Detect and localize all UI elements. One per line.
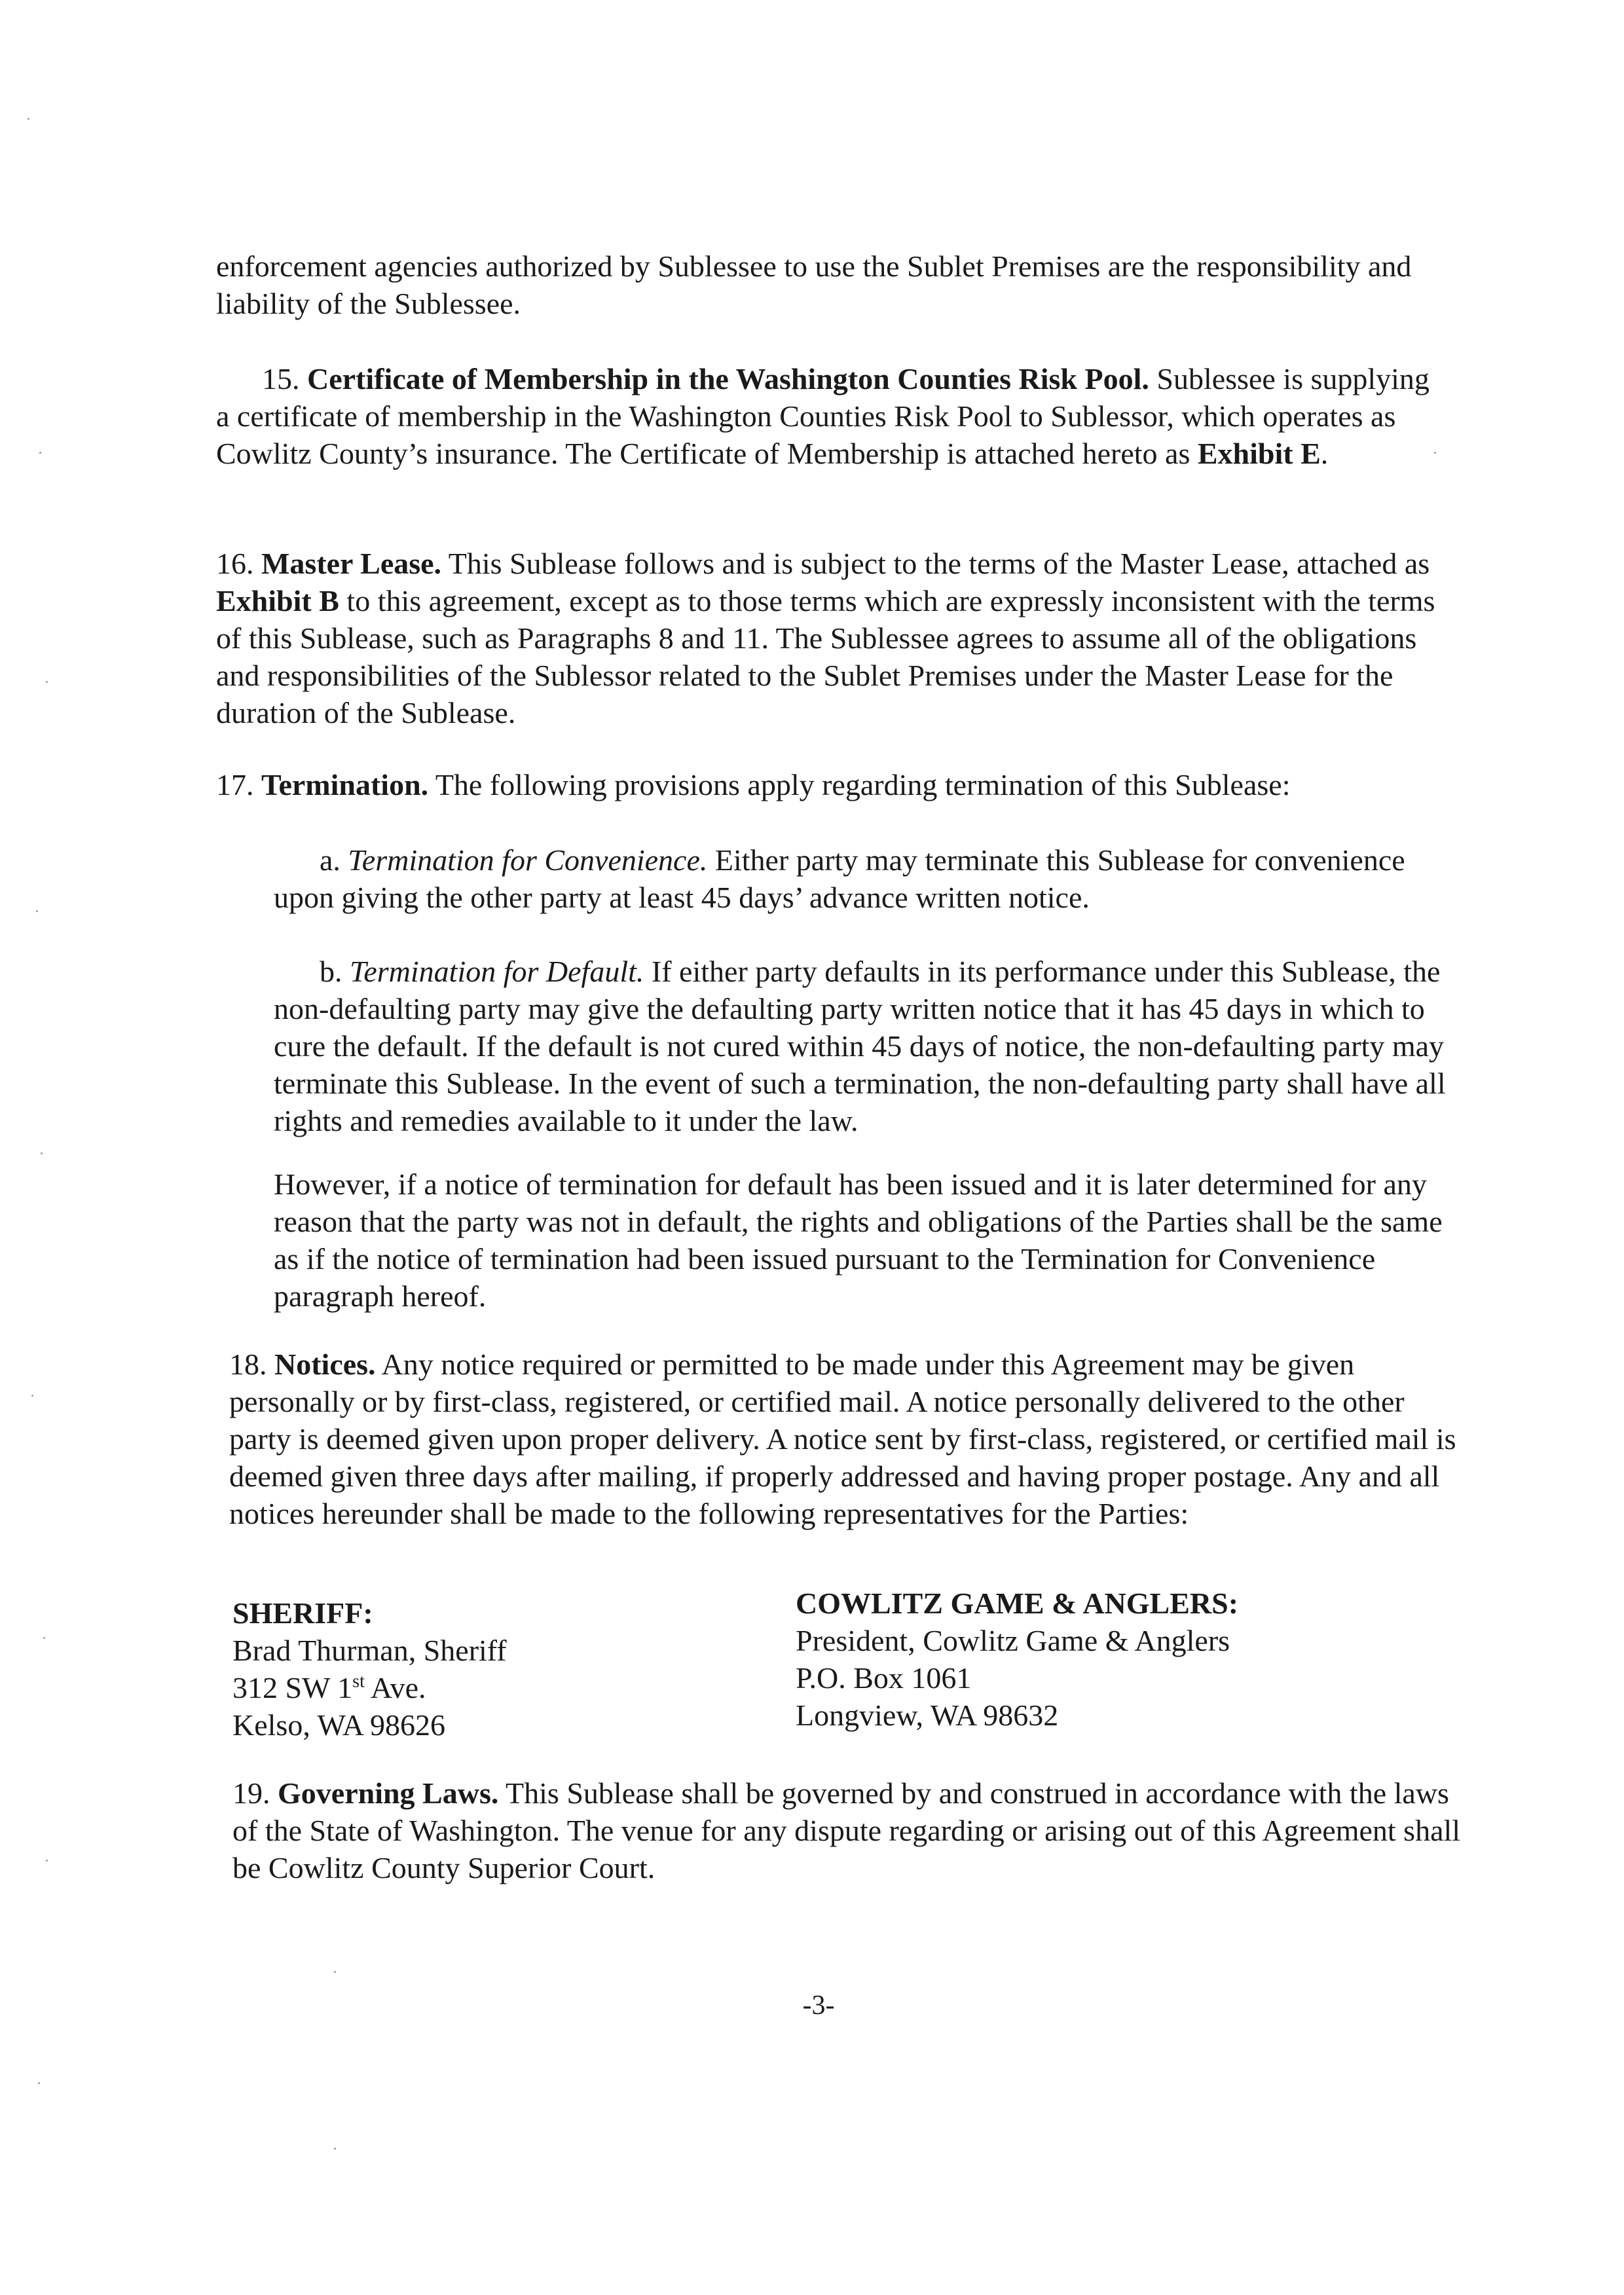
anglers-box: P.O. Box 1061 — [796, 1661, 972, 1695]
sheriff-street-pre: 312 SW 1 — [232, 1671, 353, 1704]
section-15-exhibit: Exhibit E — [1197, 437, 1321, 470]
anglers-address-block — [796, 1585, 1450, 1734]
section-16-body-2: to this agreement, except as to those terms which are expressly inconsistent with the terms of this Sublease, such as Paragraphs 8 and 11. The Sublessee agrees to assume all of the obligations and responsibilities of the Sublessor related to the Sublet Premises under the Master Lease for the duration of the Sublease. — [216, 584, 1435, 729]
section-17a-body: Either party may terminate this Sublease for convenience upon giving the other party at least 45 days’ advance written notice. — [274, 843, 1405, 914]
section-17b-body-2: However, if a notice of termination for default has been issued and it is later determined for any reason that the party was not in default, the rights and obligations of the Parties shall be the same as if the notice of termination had been issued pursuant to the Termination for Convenience paragraph hereof. — [274, 1167, 1443, 1313]
page-number: -3- — [802, 1991, 835, 2021]
section-16-body-1: This Sublease follows and is subject to the terms of the Master Lease, attached as — [441, 547, 1430, 580]
section-15-number: 15. — [262, 362, 300, 395]
section-18-heading: Notices. — [274, 1348, 376, 1381]
anglers-heading: COWLITZ GAME & ANGLERS: — [796, 1587, 1239, 1620]
scan-speck — [1434, 452, 1436, 454]
sheriff-heading: SHERIFF: — [232, 1596, 373, 1630]
scan-speck — [38, 2082, 40, 2084]
section-18-number: 18. — [229, 1348, 267, 1381]
scan-speck — [41, 1152, 43, 1154]
scan-speck — [36, 910, 38, 912]
section-16-number: 16. — [216, 547, 254, 580]
section-17-body: The following provisions apply regarding termination of this Sublease: — [428, 768, 1291, 801]
section-17b-continuation — [274, 1166, 1466, 1315]
section-16-exhibit: Exhibit B — [216, 584, 339, 617]
sheriff-street — [232, 1669, 822, 1706]
section-17b-heading: Termination for Default. — [350, 955, 644, 988]
scan-speck — [39, 452, 41, 454]
section-16-paragraph — [216, 545, 1447, 731]
section-15-paragraph — [216, 360, 1447, 472]
section-16-heading: Master Lease. — [261, 547, 442, 580]
section-19-paragraph — [232, 1774, 1464, 1886]
continuation-paragraph — [216, 248, 1447, 322]
sheriff-address-block — [232, 1594, 822, 1744]
scan-speck — [31, 1395, 33, 1397]
continuation-text: enforcement agencies authorized by Sublessee to use the Sublet Premises are the responsibility and liability of the Sublessee. — [216, 249, 1412, 320]
sheriff-street-sup: st — [352, 1671, 365, 1692]
anglers-name: President, Cowlitz Game & Anglers — [796, 1624, 1230, 1657]
sheriff-street-post: Ave. — [364, 1671, 426, 1704]
section-17-heading: Termination. — [261, 768, 429, 801]
section-15-heading: Certificate of Membership in the Washington Counties Risk Pool. — [307, 362, 1149, 395]
section-18-body: Any notice required or permitted to be made under this Agreement may be given personally or by first-class, registered, or certified mail. A notice personally delivered to the other party is deemed given upon proper delivery. A notice sent by first-class, registered, or certified mail is deemed given three days after mailing, if properly addressed and having proper postage. Any and all notices hereunder shall be made to the following representatives for the Parties: — [229, 1348, 1456, 1530]
section-17b-label: b. — [320, 955, 342, 988]
section-15-body: Sublessee is supplying a certificate of membership in the Washington Counties Risk Pool to Sublessor, which operates as Cowlitz County’s insurance. The Certificate of Membership is attached hereto as — [216, 362, 1430, 470]
sheriff-city: Kelso, WA 98626 — [232, 1708, 445, 1742]
section-17-number: 17. — [216, 768, 254, 801]
scan-speck — [43, 1637, 45, 1639]
section-19-number: 19. — [232, 1776, 270, 1810]
anglers-city: Longview, WA 98632 — [796, 1698, 1059, 1732]
section-17a-paragraph — [274, 841, 1452, 916]
sheriff-name: Brad Thurman, Sheriff — [232, 1634, 507, 1667]
scan-speck — [46, 1860, 48, 1862]
scan-speck — [334, 2148, 336, 2150]
scan-speck — [28, 118, 29, 120]
section-19-body: This Sublease shall be governed by and construed in accordance with the laws of the State of Washington. The venue for any dispute regarding or arising out of this Agreement shall be Cowlitz County Superior Court. — [232, 1776, 1461, 1884]
section-17a-heading: Termination for Convenience. — [348, 843, 708, 877]
section-17b-body: If either party defaults in its performance under this Sublease, the non-defaulting party may give the defaulting party written notice that it has 45 days in which to cure the default. If the default is not cured within 45 days of notice, the non-defaulting party may terminate this Sublease. In the event of such a termination, the non-defaulting party shall have all rights and remedies available to it under the law. — [274, 955, 1446, 1137]
section-17a-label: a. — [320, 843, 341, 877]
section-15-end: . — [1320, 437, 1329, 470]
section-17-paragraph — [216, 766, 1447, 803]
section-19-heading: Governing Laws. — [278, 1776, 499, 1810]
section-18-paragraph — [229, 1346, 1460, 1532]
section-17b-paragraph — [274, 953, 1466, 1139]
scan-speck — [334, 1971, 336, 1973]
scan-speck — [46, 681, 48, 683]
